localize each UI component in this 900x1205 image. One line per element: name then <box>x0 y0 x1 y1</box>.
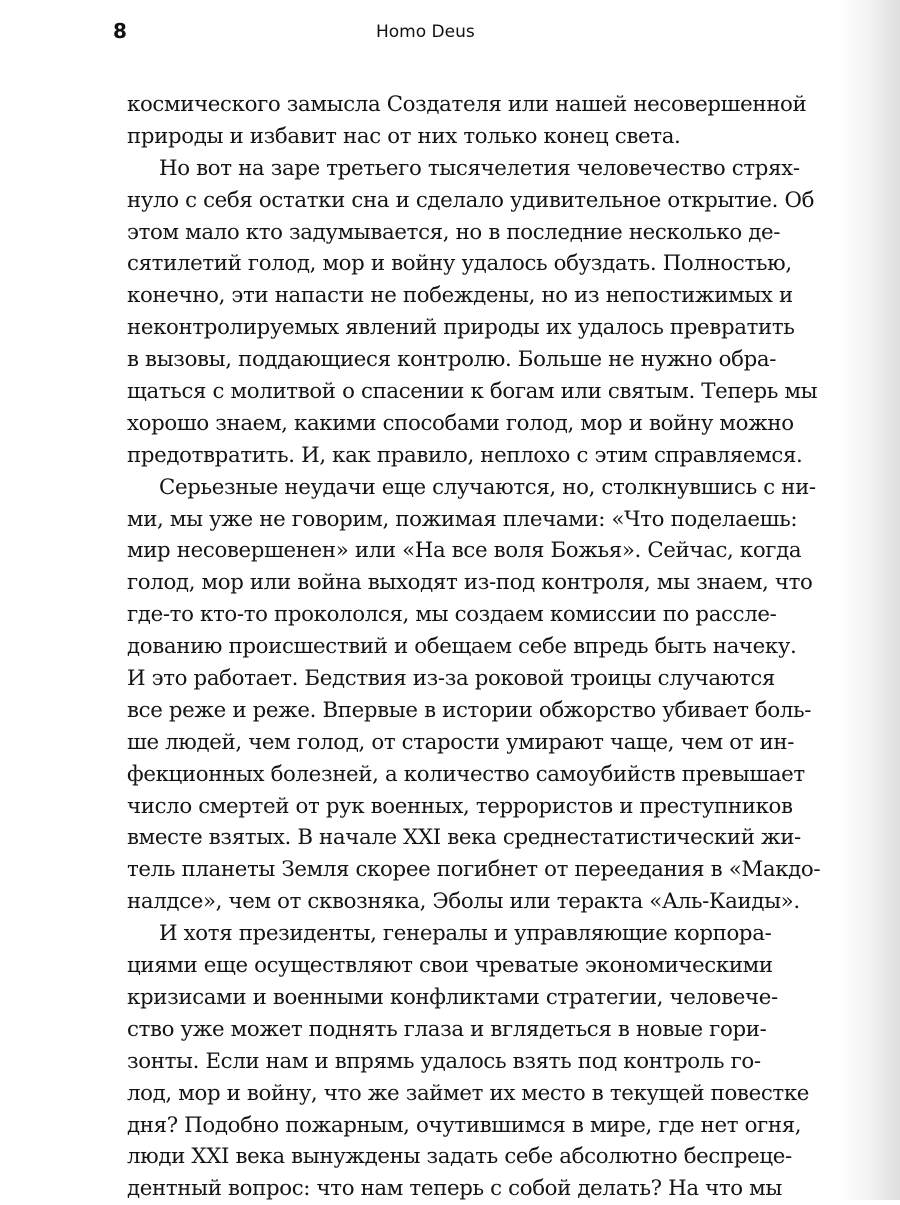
text-line: циями еще осуществляют свои чреватые экономическими <box>127 953 773 979</box>
page-number: 8 <box>113 19 127 43</box>
page-edge-shadow <box>838 0 900 1200</box>
text-line: хорошо знаем, какими способами голод, мор и войну можно <box>127 410 794 436</box>
text-line: дованию происшествий и обещаем себе впредь быть начеку. <box>127 634 797 660</box>
text-line: предотвратить. И, как правило, неплохо с этим справляемся. <box>127 442 803 468</box>
text-line: налдсе», чем от сквозняка, Эболы или теракта «Аль-Каиды». <box>127 889 800 915</box>
text-line: тель планеты Земля скорее погибнет от переедания в «Макдо- <box>127 857 821 883</box>
text-line: И хотя президенты, генералы и управляющие корпора- <box>159 921 772 947</box>
text-line: ство уже может поднять глаза и вглядеться в новые гори- <box>127 1016 767 1042</box>
text-line: голод, мор или война выходят из-под контроля, мы знаем, что <box>127 570 813 596</box>
text-line: число смертей от рук военных, террористов и преступников <box>127 793 793 819</box>
text-line: Но вот на заре третьего тысячелетия человечество стрях- <box>159 155 800 181</box>
text-line: конечно, эти напасти не побеждены, но из непостижимых и <box>127 283 793 309</box>
text-line: космического замысла Создателя или нашей несовершенной <box>127 92 807 117</box>
text-line: дня? Подобно пожарным, очутившимся в мире, где нет огня, <box>127 1112 802 1138</box>
text-line: фекционных болезней, а количество самоубийств превышает <box>127 761 805 787</box>
text-line: нуло с себя остатки сна и сделало удивительное открытие. Об <box>127 187 815 213</box>
text-line: все реже и реже. Впервые в истории обжорство убивает боль- <box>127 697 812 723</box>
text-line: мир несовершенен» или «На все воля Божья». Сейчас, когда <box>127 538 802 564</box>
text-line: ми, мы уже не говорим, пожимая плечами: «Что поделаешь: <box>127 506 798 532</box>
text-line: где-то кто-то прокололся, мы создаем комиссии по рассле- <box>127 602 777 628</box>
text-line: И это работает. Бедствия из-за роковой троицы случаются <box>127 666 775 692</box>
text-line: щаться с молитвой о спасении к богам или святым. Теперь мы <box>127 379 818 405</box>
running-title: Homo Deus <box>376 22 475 42</box>
body-text <box>127 89 821 1205</box>
text-line: в вызовы, поддающиеся контролю. Больше не нужно обра- <box>127 347 777 373</box>
text-line: неконтролируемых явлений природы их удалось превратить <box>127 315 795 341</box>
text-line: этом мало кто задумывается, но в последние несколько де- <box>127 219 781 245</box>
text-line: природы и избавит нас от них только конец света. <box>127 123 681 149</box>
text-line: вместе взятых. В начале XXI века среднестатистический жи- <box>127 825 801 851</box>
text-line: сятилетий голод, мор и войну удалось обуздать. Полностью, <box>127 251 792 277</box>
text-line: дентный вопрос: что нам теперь с собой делать? На что мы <box>127 1176 782 1202</box>
text-line: люди XXI века вынуждены задать себе абсолютно беспреце- <box>127 1144 792 1170</box>
text-line: лод, мор и войну, что же займет их место в текущей повестке <box>127 1080 810 1106</box>
text-line: кризисами и военными конфликтами стратегии, человече- <box>127 984 778 1010</box>
text-line: ше людей, чем голод, от старости умирают чаще, чем от ин- <box>127 729 795 755</box>
text-line: Серьезные неудачи еще случаются, но, столкнувшись с ни- <box>159 474 816 500</box>
text-line: зонты. Если нам и впрямь удалось взять под контроль го- <box>127 1048 761 1074</box>
